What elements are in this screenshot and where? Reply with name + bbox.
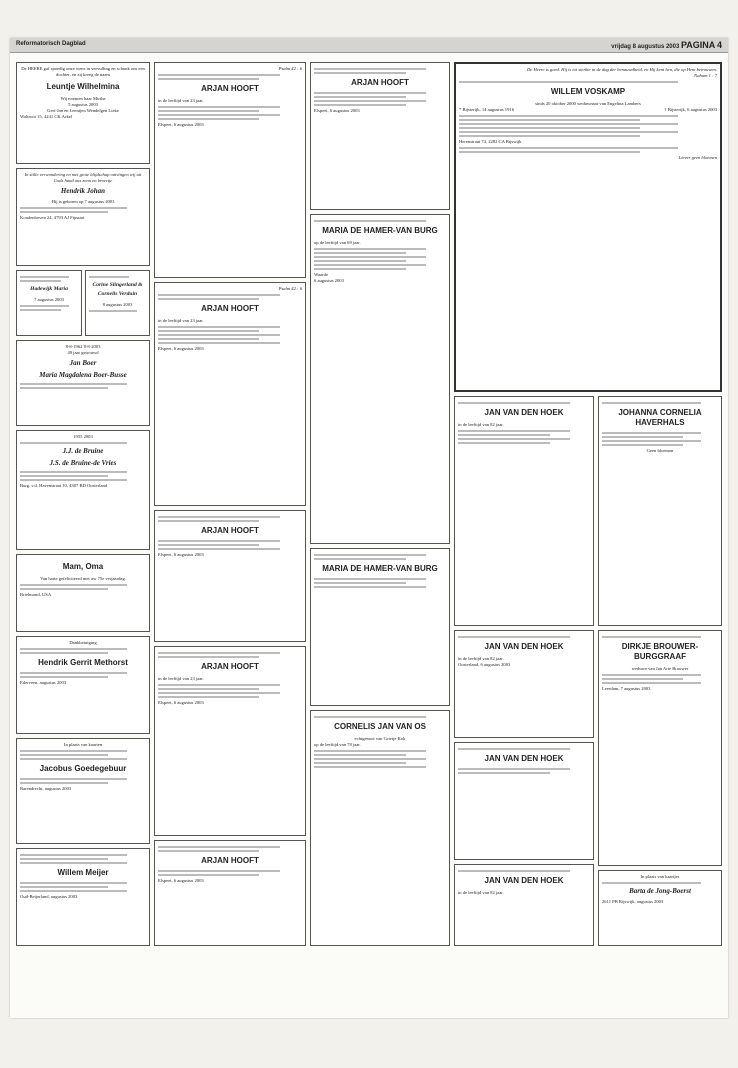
running-header — [10, 38, 728, 53]
obituary-hoek-4: JAN VAN DEN HOEK in de leeftijd van 82 jaar. — [454, 864, 594, 946]
thanks-ad-jongboerst: In plaats van kaartjes Barta de Jong-Boerst 2611 PB Rijswijk, augustus 2003 — [598, 870, 722, 946]
obituary-arjan-5: ARJAN HOOFT Elspeet, 6 augustus 2003 — [154, 840, 306, 946]
obituary-arjan-2: Psalm 42 : 6 ARJAN HOOFT in de leeftijd van 23 jaar. Elspeet, 6 augustus 2003 — [154, 282, 306, 506]
anniversary-ad-bruine: 1955 2003 J.J. de Bruine J.S. de Bruine-de Vries Burg. v.d. Havenstraat 10, 4307 BD Oosterland — [16, 430, 150, 550]
memorial-ad-meijer: Willem Meijer Oud-Beijerland, augustus 2003 — [16, 848, 150, 946]
birthday-ad-mam: Mam, Oma Van harte gefeliciteerd met uw 75e verjaardag. Brielmond, USA — [16, 554, 150, 632]
obituary-arjan-3: ARJAN HOOFT Elspeet, 6 augustus 2003 — [154, 510, 306, 642]
obituary-dehamer-2: MARIA DE HAMER-VAN BURG — [310, 548, 450, 706]
obituary-hoek-2: JAN VAN DEN HOEK in de leeftijd van 82 jaar. Oosterland, 6 augustus 2003 — [454, 630, 594, 738]
child-name: Leuntje Wilhelmina — [46, 82, 120, 91]
birth-ad-hadewijk: Hadewijk Maria 7 augustus 2003 — [16, 270, 82, 336]
newspaper-page — [10, 38, 728, 1018]
obituary-voskamp: De Heere is goed. Hij is tot sterkte in de dag der benauwdheid, en Hij kent hen, die op Hem betrouwen. Nahum 1 : 7 WILLEM VOSKAMP sinds 20 oktober 2000 weduwnaar van Engelina Lambers * Bijsterijk, 14 augustus 1916 † Bijsterijk, 6 augustus 2003 Herenstraat 74, 2282 CA Rijswijk Liever geen bloemen — [454, 62, 722, 392]
obituary-arjan-6: ARJAN HOOFT Elspeet, 6 augustus 2003 — [310, 62, 450, 210]
obituary-hoek-1: JAN VAN DEN HOEK in de leeftijd van 82 jaar. — [454, 396, 594, 626]
birth-ad-hendrik: In stille verwondering en met grote blijdschap ontvingen wij uit Gods hand ons zoon en broertje Hendrik Johan Hij is geboren op 7 augustus 2003 Koudenhoven 24, 4793 AJ Fijnaart — [16, 168, 150, 266]
obituary-van-os: CORNELIS JAN VAN OS echtgenoot van Grietje Kok op de leeftijd van 78 jaar. — [310, 710, 450, 946]
wedding-ad-corine: Corine Slingerland & Cornelis Verduin 8 augustus 2003 — [85, 270, 150, 336]
thanks-ad-goedegebuur: In plaats van kaarten Jacobus Goedegebuur Barendrecht, augustus 2003 — [16, 738, 150, 844]
birth-ad-leuntje: De HEERE gaf spoedig onze wens in vervulling en schonk ons een dochter, en zij kreeg de naam Leuntje Wilhelmina Wij noemen haar Mirthe 5 augustus 2003 Gert-Jan en Leentjen Wendelgen Lieke Waltroot 15, 4241 CK Arkel — [16, 62, 150, 164]
obituary-arjan-4: ARJAN HOOFT in de leeftijd van 23 jaar. Elspeet, 6 augustus 2003 — [154, 646, 306, 836]
obituary-dehamer: MARIA DE HAMER-VAN BURG op de leeftijd van 69 jaar. Waarde 6 augustus 2003 — [310, 214, 450, 544]
obituary-haverhals: JOHANNA CORNELIA HAVERHALS Geen bloemen — [598, 396, 722, 626]
page-info: vrijdag 8 augustus 2003 PAGINA 4 — [611, 40, 722, 50]
thanks-ad-methorst: Dankbetuiging Hendrik Gerrit Methorst Ederveen, augustus 2003 — [16, 636, 150, 734]
anniversary-ad-boer: 8-8-1962 8-8-2003 49 jaar getrouwd Jan Boer Maria Magdalena Boer-Busse — [16, 340, 150, 426]
obituary-arjan-1: Psalm 42 : 6 ARJAN HOOFT in de leeftijd van 23 jaar. Elspeet, 6 augustus 2003 — [154, 62, 306, 278]
publication-name: Reformatorisch Dagblad — [16, 41, 86, 47]
obituary-brouwer: DIRKJE BROUWER-BURGGRAAF weduwe van Jan Arie Brouwer Leerdam, 7 augustus 2003 — [598, 630, 722, 866]
obituary-hoek-3: JAN VAN DEN HOEK — [454, 742, 594, 860]
